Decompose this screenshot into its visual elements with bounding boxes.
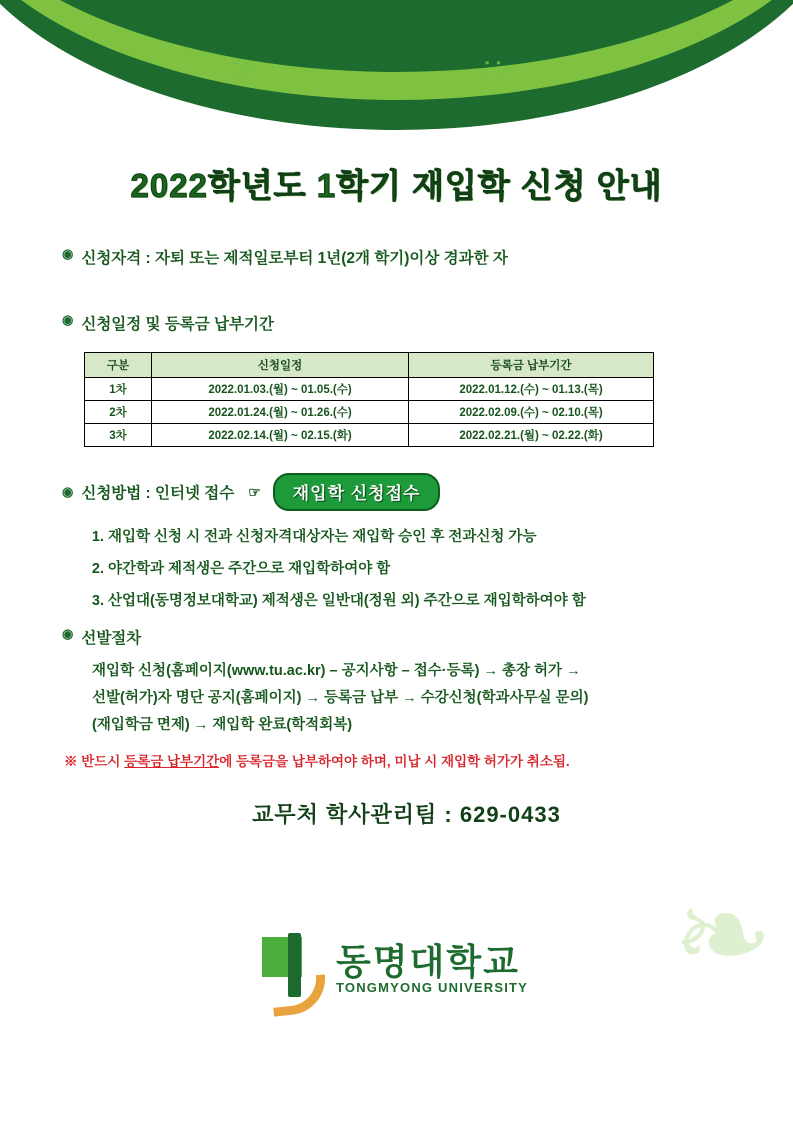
cell-application-period: 2022.01.24.(월) ~ 01.26.(수) <box>152 401 409 424</box>
bullet-icon: ◉ <box>62 483 74 499</box>
procedure-line: 재입학 신청(홈페이지(www.tu.ac.kr) – 공지사항 – 접수·등록) → 총장 허가 → <box>92 663 581 679</box>
cell-application-period: 2022.02.14.(월) ~ 02.15.(화) <box>152 424 409 447</box>
list-item: 3. 산업대(동명정보대학교) 제적생은 일반대(정원 외) 주간으로 재입학하여야 함 <box>108 589 793 610</box>
cell-tuition-period: 2022.02.21.(월) ~ 02.22.(화) <box>409 424 654 447</box>
table-row <box>85 424 654 447</box>
schedule-table <box>84 352 654 447</box>
bullet-icon: ◉ <box>62 312 74 327</box>
column-header-application-period: 신청일정 <box>152 353 409 378</box>
column-header-division: 구분 <box>85 353 152 378</box>
logo-text <box>336 940 529 996</box>
page-title: 2022학년도 1학기 재입학 신청 안내 <box>130 167 663 204</box>
cell-division: 2차 <box>85 401 152 424</box>
warning-text-underline: 등록금 납부기간 <box>124 754 220 770</box>
spacer <box>0 268 793 312</box>
list-item: 1. 재입학 신청 시 전과 신청자격대상자는 재입학 승인 후 전과신청 가능 <box>108 525 793 546</box>
application-method-section <box>62 473 793 511</box>
table-row <box>85 378 654 401</box>
university-name-en: TONGMYONG UNIVERSITY <box>336 980 529 996</box>
schedule-table-body <box>85 378 654 447</box>
bullet-icon: ◉ <box>62 626 74 641</box>
logo-swoosh-shape <box>270 974 329 1017</box>
warning-text-after: 에 등록금을 납부하여야 하며, 미납 시 재입학 허가가 취소됨. <box>219 754 570 770</box>
footer <box>0 868 793 1115</box>
table-header-row <box>85 353 654 378</box>
qualification-text: 신청자격 : 자퇴 또는 제적일로부터 1년(2개 학기)이상 경과한 자 <box>81 250 508 267</box>
pointing-hand-icon: ☞ <box>248 483 261 500</box>
procedure-block <box>92 658 793 738</box>
traditional-pattern-icon: ჻჻ <box>232 50 255 83</box>
traditional-pattern-icon: ჻჻ <box>484 50 507 83</box>
tongmyong-t-logo-icon <box>262 933 324 1005</box>
spacer <box>0 334 793 352</box>
bullet-icon: ◉ <box>62 246 74 261</box>
procedure-line: (재입학금 면제) → 재입학 완료(학적회복) <box>92 716 353 733</box>
apply-button[interactable]: 재입학 신청접수 <box>273 473 441 511</box>
table-row <box>85 401 654 424</box>
warning-note <box>64 750 793 770</box>
list-item: 2. 야간학과 제적생은 주간으로 재입학하여야 함 <box>108 557 793 578</box>
procedure-line: 선발(허가)자 명단 공지(홈페이지) → 등록금 납부 → 수강신청(학과사무실 문의) <box>92 689 589 706</box>
university-name-kr: 동명대학교 <box>336 940 520 982</box>
schedule-heading <box>62 312 793 334</box>
selection-heading <box>62 626 793 648</box>
schedule-table-head <box>85 353 654 378</box>
column-header-tuition-period: 등록금 납부기간 <box>409 353 654 378</box>
application-notes-list <box>92 525 793 610</box>
warning-mark-icon: ※ <box>64 754 78 770</box>
cell-application-period: 2022.01.03.(월) ~ 01.05.(수) <box>152 378 409 401</box>
spacer <box>0 447 793 473</box>
cell-tuition-period: 2022.01.12.(수) ~ 01.13.(목) <box>409 378 654 401</box>
contact-info: 교무처 학사관리팀 : 629-0433 <box>252 802 561 828</box>
selection-heading-text: 선발절차 <box>81 630 142 647</box>
application-method-label: 신청방법 : 인터넷 접수 <box>81 485 235 502</box>
cell-tuition-period: 2022.02.09.(수) ~ 02.10.(목) <box>409 401 654 424</box>
cell-division: 3차 <box>85 424 152 447</box>
schedule-heading-text: 신청일정 및 등록금 납부기간 <box>81 316 274 333</box>
cell-division: 1차 <box>85 378 152 401</box>
cloud-ornament-icon: ❧ <box>672 868 773 1002</box>
poster-content <box>0 246 793 829</box>
qualification-section <box>62 246 793 268</box>
university-logo <box>262 933 528 1005</box>
header-decorative-band <box>0 0 793 140</box>
warning-text-before: 반드시 <box>81 754 125 770</box>
